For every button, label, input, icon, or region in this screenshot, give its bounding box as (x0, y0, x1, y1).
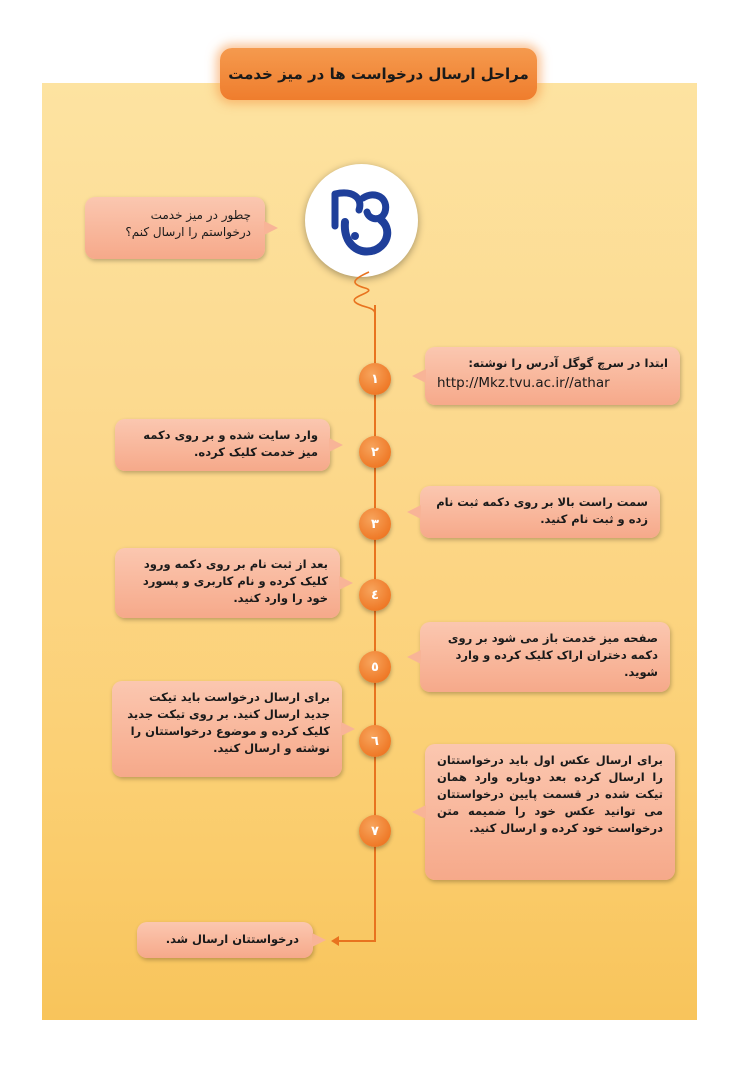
step-1-bubble (425, 347, 680, 405)
step-3-number: ۳ (371, 516, 379, 532)
step-2-number: ۲ (371, 444, 379, 460)
step-3-text: سمت راست بالا بر روی دکمه ثبت نام زده و ثبت نام کنید. (436, 495, 648, 526)
final-bubble (137, 922, 313, 958)
step-7-text: برای ارسال عکس اول باید درخواستتان را ارسال کرده بعد دوباره وارد همان تیکت شده در قسمت پایین درخواستتان می توانید عکس خود را ضمیمه متن درخواست خود کرده و ارسال کنید. (437, 753, 663, 835)
step-4-badge (359, 579, 391, 611)
step-4-number: ٤ (371, 587, 379, 603)
step-3-bubble (420, 486, 660, 538)
step-5-bubble (420, 622, 670, 692)
step-1-text: ابتدا در سرچ گوگل آدرس را نوشته: (468, 356, 668, 370)
step-3-badge (359, 508, 391, 540)
university-logo-icon (305, 164, 418, 277)
step-5-number: ٥ (371, 659, 379, 675)
step-4-bubble (115, 548, 340, 618)
step-6-bubble (112, 681, 342, 777)
step-6-text: برای ارسال درخواست باید تیکت جدید ارسال کنید. بر روی تیکت جدید کلیک کرده و موضوع درخواستتان را نوشته و ارسال کنید. (127, 690, 330, 755)
question-bubble (85, 197, 265, 259)
question-text: چطور در میز خدمت درخواستم را ارسال کنم؟ (125, 208, 251, 239)
step-5-badge (359, 651, 391, 683)
final-text: درخواستتان ارسال شد. (165, 932, 299, 946)
step-7-number: ٧ (371, 823, 379, 839)
title-banner (220, 48, 537, 100)
step-4-text: بعد از ثبت نام بر روی دکمه ورود کلیک کرده و نام کاربری و پسورد خود را وارد کنید. (142, 557, 328, 605)
step-7-bubble (425, 744, 675, 880)
final-connector (337, 940, 376, 942)
step-2-badge (359, 436, 391, 468)
step-1-number: ۱ (371, 371, 379, 387)
page-title: مراحل ارسال درخواست ها در میز خدمت (228, 65, 529, 83)
final-arrow-icon (331, 936, 339, 946)
step-2-text: وارد سایت شده و بر روی دکمه میز خدمت کلیک کرده. (143, 428, 318, 459)
step-6-number: ٦ (371, 733, 379, 749)
step-6-badge (359, 725, 391, 757)
step-1-badge (359, 363, 391, 395)
step-1-url: http://Mkz.tvu.ac.ir//athar (437, 375, 610, 391)
step-5-text: صفحه میز خدمت باز می شود بر روی دکمه دختران اراک کلیک کرده و وارد شوید. (447, 631, 658, 679)
step-2-bubble (115, 419, 330, 471)
step-7-badge (359, 815, 391, 847)
